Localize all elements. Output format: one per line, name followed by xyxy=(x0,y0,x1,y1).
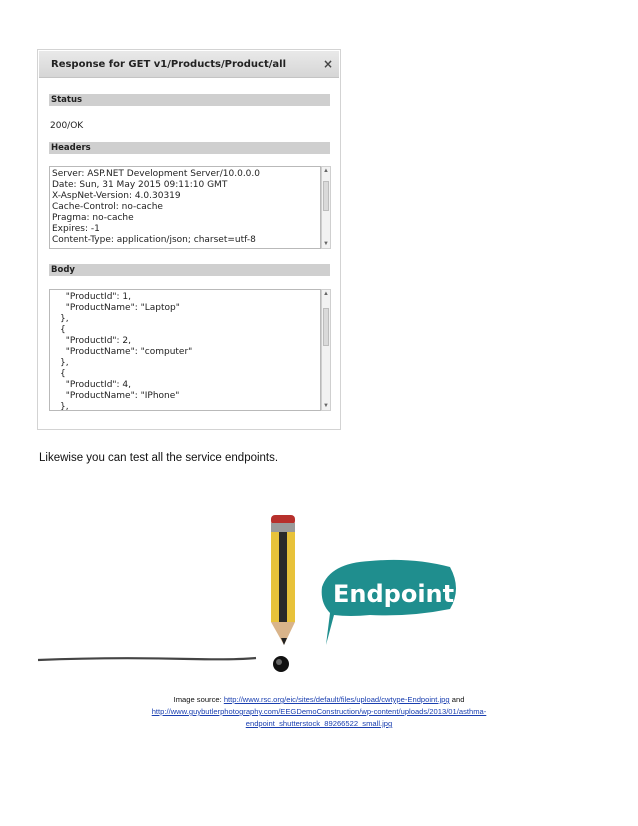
text-line: "ProductId": 4, xyxy=(60,380,132,390)
text-line: "ProductName": "IPhone" xyxy=(60,391,180,401)
body-paragraph: Likewise you can test all the service endpoints. xyxy=(39,452,279,464)
text-line: Server: ASP.NET Development Server/10.0.0.0 xyxy=(52,169,260,179)
headers-scrollbar[interactable] xyxy=(321,166,331,249)
text-line: "ProductId": 2, xyxy=(60,336,132,346)
source-link-2[interactable]: http://www.guybutlerphotography.com/EEGDemoConstruction/wp-content/uploads/2013/01/asthma- xyxy=(151,707,487,716)
source-link-1[interactable]: http://www.rsc.org/eic/sites/default/files/upload/cwtype-Endpoint.jpg xyxy=(223,695,450,704)
close-icon[interactable]: × xyxy=(322,57,333,71)
text-line: }, xyxy=(60,358,69,368)
text-line: Pragma: no-cache xyxy=(52,213,134,223)
response-dialog xyxy=(37,49,341,430)
text-line: { xyxy=(60,369,66,379)
pencil-lead xyxy=(281,638,287,645)
scroll-down-icon[interactable]: ▼ xyxy=(323,403,329,409)
pencil-ferrule xyxy=(271,523,295,533)
caption-middle: and xyxy=(449,695,465,704)
pencil-line xyxy=(38,658,256,660)
dot-highlight xyxy=(276,659,282,665)
caption-prefix: Image source: xyxy=(173,695,224,704)
body-label: Body xyxy=(51,265,75,275)
bubble-text: Endpoint xyxy=(333,580,455,608)
text-line: X-AspNet-Version: 4.0.30319 xyxy=(52,191,181,201)
status-section-header xyxy=(49,94,330,106)
scroll-up-icon[interactable]: ▲ xyxy=(323,168,329,174)
dialog-title: Response for GET v1/Products/Product/all xyxy=(51,59,286,70)
dialog-title-bar xyxy=(39,51,339,78)
endpoint-speech-bubble xyxy=(322,560,456,645)
source-link-2-cont[interactable]: endpoint_shutterstock_89266522_small.jpg xyxy=(245,719,393,728)
text-line: { xyxy=(60,325,66,335)
scroll-up-icon[interactable]: ▲ xyxy=(323,291,329,297)
text-line: "ProductName": "computer" xyxy=(60,347,193,357)
text-line: Content-Type: application/json; charset=utf-8 xyxy=(52,235,256,245)
scroll-down-icon[interactable]: ▼ xyxy=(323,241,329,247)
pencil-icon xyxy=(271,515,295,645)
text-line: "ProductName": "Laptop" xyxy=(60,303,180,313)
scroll-thumb[interactable] xyxy=(323,308,329,346)
headers-label: Headers xyxy=(51,143,91,153)
endpoint-illustration xyxy=(30,505,500,685)
text-line: }, xyxy=(60,314,69,324)
headers-section-header xyxy=(49,142,330,154)
status-label: Status xyxy=(51,95,83,105)
body-section-header xyxy=(49,264,330,276)
scroll-thumb[interactable] xyxy=(323,181,329,211)
text-line: Date: Sun, 31 May 2015 09:11:10 GMT xyxy=(52,180,228,190)
body-scrollbar[interactable] xyxy=(321,289,331,411)
status-value: 200/OK xyxy=(50,121,84,131)
body-textarea[interactable] xyxy=(49,289,321,411)
text-line: Cache-Control: no-cache xyxy=(52,202,163,212)
headers-textarea[interactable] xyxy=(49,166,321,249)
image-source-caption xyxy=(95,694,543,730)
text-line: Expires: -1 xyxy=(52,224,100,234)
text-line: "ProductId": 1, xyxy=(60,292,132,302)
pencil-stripe xyxy=(279,532,287,622)
text-line: }, xyxy=(60,402,69,411)
